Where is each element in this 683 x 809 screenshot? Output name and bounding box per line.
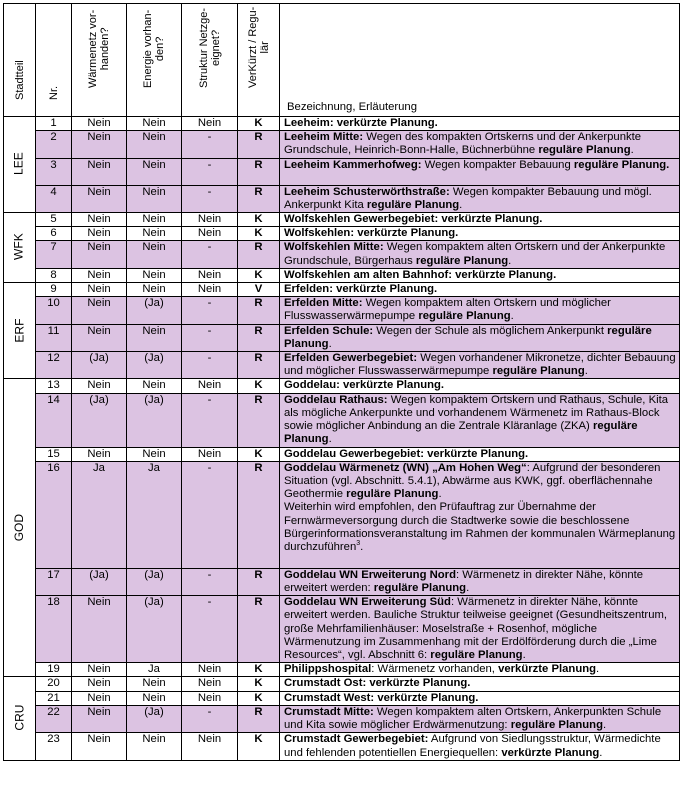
nr-cell: 23 [36,733,72,760]
district-label: GOD [11,513,26,542]
struktur-cell: - [182,568,238,595]
planung-type-cell: R [238,131,280,158]
row-text: : Aufgrund der besonderen Situation (vgl. Abschnitt. 5.4.1), Abwärme aus KWK, ggf. oberflächennahe Geothermie [284,461,661,501]
energie-cell: Ja [127,461,182,568]
struktur-cell: Nein [182,663,238,677]
planning-tag: reguläre Planung [284,420,638,446]
energie-cell: Nein [127,185,182,212]
energie-cell: Nein [127,227,182,241]
table-row [4,379,680,393]
planning-tag: reguläre Planung [510,719,603,732]
planung-type-cell: K [238,677,280,691]
energie-cell: (Ja) [127,705,182,732]
waermenetz-cell: Nein [72,691,127,705]
energie-cell: Nein [127,268,182,282]
struktur-cell: - [182,596,238,663]
waermenetz-cell: (Ja) [72,352,127,379]
row-extra: Weiterhin wird empfohlen, den Prüfauftrag zur Übernahme der Fernwärmeversorgung durch die Stadtwerke sowie die beschlossene Bürgerinformationsveranstaltung im Rahmen der kommunalen Wärmeplanung durchzuführen [284,501,676,554]
nr-cell: 6 [36,227,72,241]
planning-tag: reguläre Planung [430,649,523,662]
row-title: Crumstadt Ost: verkürzte Planung. [284,677,471,690]
header-stadtteil: Stadtteil [4,4,36,117]
row-title: Philippshospital [284,663,372,676]
planning-tag: reguläre Planung [538,144,631,157]
waermenetz-cell: Nein [72,596,127,663]
bezeichnung-cell [280,324,680,351]
waermenetz-cell: Nein [72,663,127,677]
energie-cell: Nein [127,379,182,393]
waermenetz-cell: Nein [72,297,127,324]
planung-type-cell: K [238,379,280,393]
nr-cell: 7 [36,241,72,268]
nr-cell: 22 [36,705,72,732]
row-end: . [584,365,588,378]
table-row [4,663,680,677]
nr-cell: 12 [36,352,72,379]
district-cell-wfk [4,213,36,283]
waermenetz-cell: Nein [72,117,127,131]
row-end: . [438,488,442,501]
row-text: Wegen der Schule als möglichem Ankerpunkt [373,324,608,337]
nr-cell: 1 [36,117,72,131]
planning-tag: reguläre Planung [418,310,511,323]
bezeichnung-cell [280,283,680,297]
planning-tag: reguläre Planung [366,198,460,211]
bezeichnung-cell [280,268,680,282]
waermenetz-cell: (Ja) [72,568,127,595]
planning-tag: reguläre Planung [284,324,652,350]
planung-type-cell: V [238,283,280,297]
row-title: Wolfskehlen Gewerbegebiet: verkürzte Planung. [284,213,543,226]
energie-cell: Nein [127,677,182,691]
row-title: Leeheim: verkürzte Planung. [284,117,438,129]
row-end: . [328,337,332,350]
bezeichnung-cell [280,393,680,447]
planung-type-cell: K [238,691,280,705]
struktur-cell: Nein [182,677,238,691]
planung-type-cell: K [238,227,280,241]
footnote-ref: 3 [356,540,361,548]
row-end: . [630,144,634,157]
header-planung: VerKürzt / Regu- lär [238,4,280,117]
table-row [4,268,680,282]
struktur-cell: - [182,297,238,324]
nr-cell: 21 [36,691,72,705]
struktur-cell: - [182,131,238,158]
waermenetz-cell: Nein [72,324,127,351]
nr-cell: 16 [36,461,72,568]
district-label: CRU [11,705,26,732]
row-text: Wegen kompaktem alten Ortskern, Ankerpunkten Schule und Kita sowie möglicher Erdwärmenutzung: [284,705,662,732]
row-end: . [510,310,514,323]
planung-type-cell: R [238,297,280,324]
waermenetz-cell: Nein [72,705,127,732]
planning-table [3,3,680,761]
table-row [4,596,680,663]
bezeichnung-cell [280,241,680,268]
planung-type-cell: K [238,663,280,677]
nr-cell: 17 [36,568,72,595]
bezeichnung-cell [280,185,680,212]
planning-tag: reguläre Planung. [573,158,670,171]
waermenetz-cell: Nein [72,283,127,297]
waermenetz-cell: Nein [72,677,127,691]
planung-type-cell: R [238,393,280,447]
table-row [4,213,680,227]
struktur-cell: Nein [182,268,238,282]
struktur-cell: - [182,705,238,732]
row-end: . [599,746,603,759]
row-title: Erfelden Mitte: [284,297,363,310]
planung-type-cell: R [238,352,280,379]
row-title: Erfelden: verkürzte Planung. [284,283,438,296]
row-text: Wegen kompakter Bebauung [421,158,574,171]
row-end: . [596,663,600,676]
table-row [4,241,680,268]
table-row [4,324,680,351]
waermenetz-cell: Nein [72,733,127,760]
nr-cell: 19 [36,663,72,677]
table-row [4,677,680,691]
bezeichnung-cell [280,596,680,663]
planning-tag: verkürzte Planung [498,663,597,676]
struktur-cell: Nein [182,227,238,241]
waermenetz-cell: Nein [72,158,127,185]
row-tail: . [360,541,364,554]
table-row [4,297,680,324]
row-text: Wegen vorhandener Mikronetze, dichter Bebauung und möglicher Flusswasserwärmepumpe [284,352,676,378]
row-title: Wolfskehlen am alten Bahnhof: verkürzte Planung. [284,268,557,281]
district-cell-erf [4,283,36,379]
planning-tag: verkürzte Planung [501,746,600,759]
header-energie: Energie vorhan- den? [127,4,182,117]
struktur-cell: Nein [182,283,238,297]
struktur-cell: Nein [182,447,238,461]
nr-cell: 10 [36,297,72,324]
table-row [4,705,680,732]
bezeichnung-cell [280,691,680,705]
row-title: Erfelden Schule: [284,324,374,337]
row-title: Goddelau: verkürzte Planung. [284,379,445,392]
planung-type-cell: K [238,268,280,282]
row-title: Leeheim Kammerhofweg: [284,158,422,171]
energie-cell: Nein [127,241,182,268]
struktur-cell: - [182,324,238,351]
table-row [4,733,680,760]
planung-type-cell: R [238,705,280,732]
energie-cell: (Ja) [127,297,182,324]
energie-cell: Ja [127,663,182,677]
nr-cell: 2 [36,131,72,158]
row-title: Leeheim Schusterwörthstraße: [284,185,450,198]
table-row [4,461,680,568]
bezeichnung-cell [280,705,680,732]
struktur-cell: - [182,158,238,185]
row-text: Wegen kompaktem alten Ortskern und möglicher Flusswasserwärmepumpe [284,297,611,323]
struktur-cell: - [182,393,238,447]
planung-type-cell: K [238,213,280,227]
row-text: : Wärmenetz vorhanden, [371,663,499,676]
bezeichnung-cell [280,447,680,461]
nr-cell: 13 [36,379,72,393]
energie-cell: Nein [127,691,182,705]
row-text: : Wärmenetz in direkter Nähe, könnte erweitert werden. Bauliche Struktur teilweise geeignet (Gesundheitszentrum, große Mehrfamilienhäuser: Moselstraße + Rosenhof, mögliche Wärmenutzung im Zusammenhang mit der Erdölförderung durch die „Lime Resources“, vgl. Abschnitt 6: [284,596,668,662]
planung-type-cell: R [238,596,280,663]
row-title: Goddelau WN Erweiterung Nord [284,568,456,581]
struktur-cell: Nein [182,213,238,227]
header-nr: Nr. [36,4,72,117]
row-end: . [466,582,470,595]
district-cell-cru [4,677,36,760]
nr-cell: 18 [36,596,72,663]
nr-cell: 20 [36,677,72,691]
energie-cell: Nein [127,447,182,461]
table-row [4,568,680,595]
district-label: WFK [11,233,26,261]
bezeichnung-cell [280,227,680,241]
planning-tag: reguläre Planung [415,254,509,267]
planning-tag: reguläre Planung [492,365,585,378]
energie-cell: (Ja) [127,393,182,447]
bezeichnung-cell [280,568,680,595]
nr-cell: 14 [36,393,72,447]
header-bezeichnung: Bezeichnung, Erläuterung [280,4,680,117]
waermenetz-cell: Nein [72,185,127,212]
struktur-cell: Nein [182,379,238,393]
planung-type-cell: R [238,241,280,268]
nr-cell: 8 [36,268,72,282]
energie-cell: (Ja) [127,596,182,663]
row-text: Wegen kompaktem Ortskern und Rathaus, Schule, Kita als mögliche Ankerpunkte und vorhandenem Wärmenetz im Rathaus-Block sowie möglicher Anbindung an die Zentrale Kläranlage (ZKA) [284,393,669,433]
planung-type-cell: R [238,568,280,595]
struktur-cell: - [182,461,238,568]
bezeichnung-cell [280,131,680,158]
row-end: . [459,198,463,211]
nr-cell: 5 [36,213,72,227]
district-label: ERF [11,318,26,343]
table-row [4,185,680,212]
table-row [4,447,680,461]
row-title: Wolfskehlen: verkürzte Planung. [284,227,459,240]
waermenetz-cell: Nein [72,447,127,461]
planung-type-cell: K [238,447,280,461]
waermenetz-cell: Ja [72,461,127,568]
waermenetz-cell: Nein [72,131,127,158]
district-cell-god [4,379,36,677]
row-end: . [328,433,332,446]
table-row [4,691,680,705]
struktur-cell: - [182,352,238,379]
row-end: . [602,719,607,732]
waermenetz-cell: (Ja) [72,393,127,447]
struktur-cell: - [182,241,238,268]
row-title: Crumstadt Gewerbegebiet: [284,733,429,746]
planung-type-cell: R [238,461,280,568]
row-text: : Wärmenetz in direkter Nähe, könnte erweitert werden: [284,568,644,595]
waermenetz-cell: Nein [72,213,127,227]
row-title: Goddelau WN Erweiterung Süd [284,596,451,609]
table-row [4,227,680,241]
bezeichnung-cell [280,213,680,227]
planung-type-cell: K [238,733,280,760]
waermenetz-cell: Nein [72,268,127,282]
row-end: . [522,649,526,662]
energie-cell: Nein [127,733,182,760]
struktur-cell: - [182,185,238,212]
energie-cell: Nein [127,158,182,185]
table-row [4,283,680,297]
energie-cell: (Ja) [127,352,182,379]
row-title: Goddelau Gewerbegebiet: verkürzte Planung. [284,447,529,460]
row-title: Crumstadt West: verkürzte Planung. [284,691,479,704]
bezeichnung-cell [280,677,680,691]
nr-cell: 11 [36,324,72,351]
energie-cell: (Ja) [127,568,182,595]
row-text: Wegen des kompakten Ortskerns und der Ankerpunkte Grundschule, Heinrich-Bonn-Halle, Büchnerbühne [284,131,642,157]
bezeichnung-cell [280,663,680,677]
planning-table-container [3,3,680,761]
planung-type-cell: K [238,117,280,131]
header-waermenetz: Wärmenetz vor- handen? [72,4,127,117]
row-text: Wegen kompakter Bebauung und mögl. Ankerpunkt Kita [284,185,652,211]
table-row [4,158,680,185]
header-row [4,4,680,117]
table-row [4,393,680,447]
row-title: Leeheim Mitte: [284,131,364,144]
struktur-cell: Nein [182,733,238,760]
struktur-cell: Nein [182,117,238,131]
energie-cell: Nein [127,324,182,351]
planning-tag: reguläre Planung [373,582,467,595]
header-struktur: Struktur Netzge- eignet? [182,4,238,117]
planung-type-cell: R [238,158,280,185]
table-row [4,117,680,131]
bezeichnung-cell [280,117,680,131]
row-text: Aufgrund von Siedlungsstruktur, Wärmedichte und fehlenden potentiellen Energiequellen: [284,733,661,759]
waermenetz-cell: Nein [72,379,127,393]
bezeichnung-cell [280,379,680,393]
nr-cell: 9 [36,283,72,297]
district-cell-lee [4,117,36,213]
row-title: Goddelau Wärmenetz (WN) „Am Hohen Weg“ [284,461,527,474]
planning-tag: reguläre Planung [346,488,439,501]
nr-cell: 3 [36,158,72,185]
energie-cell: Nein [127,131,182,158]
row-title: Wolfskehlen Mitte: [284,241,384,254]
energie-cell: Nein [127,283,182,297]
waermenetz-cell: Nein [72,227,127,241]
table-body [4,117,680,761]
row-title: Goddelau Rathaus: [284,393,388,406]
bezeichnung-cell [280,352,680,379]
bezeichnung-cell [280,297,680,324]
nr-cell: 15 [36,447,72,461]
struktur-cell: Nein [182,691,238,705]
energie-cell: Nein [127,117,182,131]
row-text: Wegen kompaktem alten Ortskern und der Ankerpunkte Grundschule, Bürgerhaus [284,241,666,267]
row-title: Erfelden Gewerbegebiet: [284,352,418,365]
district-label: LEE [11,152,26,176]
energie-cell: Nein [127,213,182,227]
bezeichnung-cell [280,733,680,760]
row-end: . [508,254,512,267]
bezeichnung-cell [280,158,680,185]
table-row [4,352,680,379]
bezeichnung-cell [280,461,680,568]
row-title: Crumstadt Mitte: [284,705,374,718]
planung-type-cell: R [238,324,280,351]
planung-type-cell: R [238,185,280,212]
waermenetz-cell: Nein [72,241,127,268]
nr-cell: 4 [36,185,72,212]
table-row [4,131,680,158]
